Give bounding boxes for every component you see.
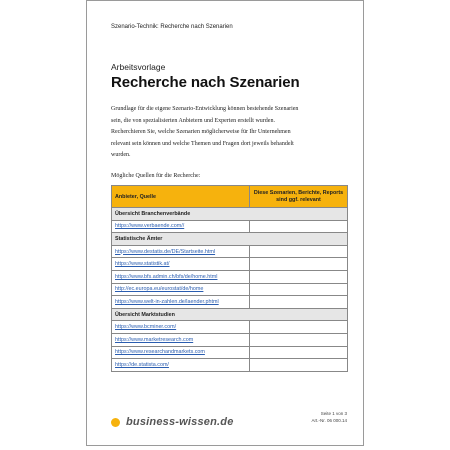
relevance-cell[interactable] xyxy=(250,220,348,233)
source-link[interactable]: https://www.verbaende.com// xyxy=(115,223,185,230)
relevance-cell[interactable] xyxy=(250,346,348,359)
table-row xyxy=(112,245,348,258)
relevance-cell[interactable] xyxy=(250,245,348,258)
group-row xyxy=(112,233,348,246)
source-cell xyxy=(112,220,250,233)
source-cell xyxy=(112,296,250,309)
brand-name: business-wissen.de xyxy=(126,416,234,428)
table-row xyxy=(112,283,348,296)
source-link[interactable]: https://www.bfs.admin.ch/bfs/de/home.html xyxy=(115,273,218,280)
source-link[interactable]: https://www.marketresearch.com xyxy=(115,336,194,343)
relevance-cell[interactable] xyxy=(250,258,348,271)
relevance-cell[interactable] xyxy=(250,333,348,346)
source-link[interactable]: https://www.bcminer.com/ xyxy=(115,324,177,331)
article-number: Art.-Nr. 06 000.14 xyxy=(311,418,347,423)
source-link[interactable]: https://www.welt-in-zahlen.de/laender.phtml xyxy=(115,298,219,305)
column-header-relevant: Diese Szenarien, Berichte, Reports sind ggf. relevant xyxy=(250,186,348,208)
table-row xyxy=(112,346,348,359)
group-title: Statistische Ämter xyxy=(112,233,348,246)
table-row xyxy=(112,333,348,346)
source-link[interactable]: https://www.researchandmarkets.com xyxy=(115,349,205,356)
source-cell xyxy=(112,359,250,372)
source-cell xyxy=(112,283,250,296)
footer-info xyxy=(311,410,347,424)
source-cell xyxy=(112,333,250,346)
source-link[interactable]: https://www.statistik.at/ xyxy=(115,261,170,268)
table-row xyxy=(112,270,348,283)
source-link[interactable]: http://ec.europa.eu/eurostat/de/home xyxy=(115,286,204,293)
table-row xyxy=(112,220,348,233)
group-title: Übersicht Branchenverbände xyxy=(112,208,348,221)
group-row xyxy=(112,308,348,321)
source-cell xyxy=(112,321,250,334)
source-link[interactable]: https://www.destatis.de/DE/Startseite.html xyxy=(115,248,216,255)
document-title: Recherche nach Szenarien xyxy=(111,74,300,91)
intro-paragraph: Grundlage für die eigene Szenario-Entwicklung können bestehende Szenarien sein, die von spezialisierten Anbietern und Experten erstellt wurden. Recherchieren Sie, welche Szenarien möglicherweise für Ihr Unternehmen relevant sein können und welche Themen und Fragen dort jeweils behandelt wurden. xyxy=(111,106,299,158)
column-header-source: Anbieter, Quelle xyxy=(112,186,250,208)
logo-dot-icon xyxy=(111,418,120,427)
document-subtitle: Arbeitsvorlage xyxy=(111,62,166,72)
group-title: Übersicht Marktstudien xyxy=(112,308,348,321)
source-link[interactable]: https://de.statista.com/ xyxy=(115,361,169,368)
relevance-cell[interactable] xyxy=(250,296,348,309)
source-cell xyxy=(112,258,250,271)
group-row xyxy=(112,208,348,221)
page-number: Seite 1 von 3 xyxy=(320,411,347,416)
footer-logo xyxy=(111,416,234,428)
table-row xyxy=(112,359,348,372)
relevance-cell[interactable] xyxy=(250,270,348,283)
table-row xyxy=(112,258,348,271)
table-row xyxy=(112,296,348,309)
source-cell xyxy=(112,245,250,258)
source-cell xyxy=(112,270,250,283)
table-header-row xyxy=(112,186,348,208)
relevance-cell[interactable] xyxy=(250,359,348,372)
sources-label: Mögliche Quellen für die Recherche: xyxy=(111,173,201,179)
relevance-cell[interactable] xyxy=(250,321,348,334)
table-row xyxy=(112,321,348,334)
document-page xyxy=(86,0,364,446)
sources-table xyxy=(111,185,348,372)
relevance-cell[interactable] xyxy=(250,283,348,296)
source-cell xyxy=(112,346,250,359)
running-header: Szenario-Technik: Recherche nach Szenarien xyxy=(111,24,233,30)
